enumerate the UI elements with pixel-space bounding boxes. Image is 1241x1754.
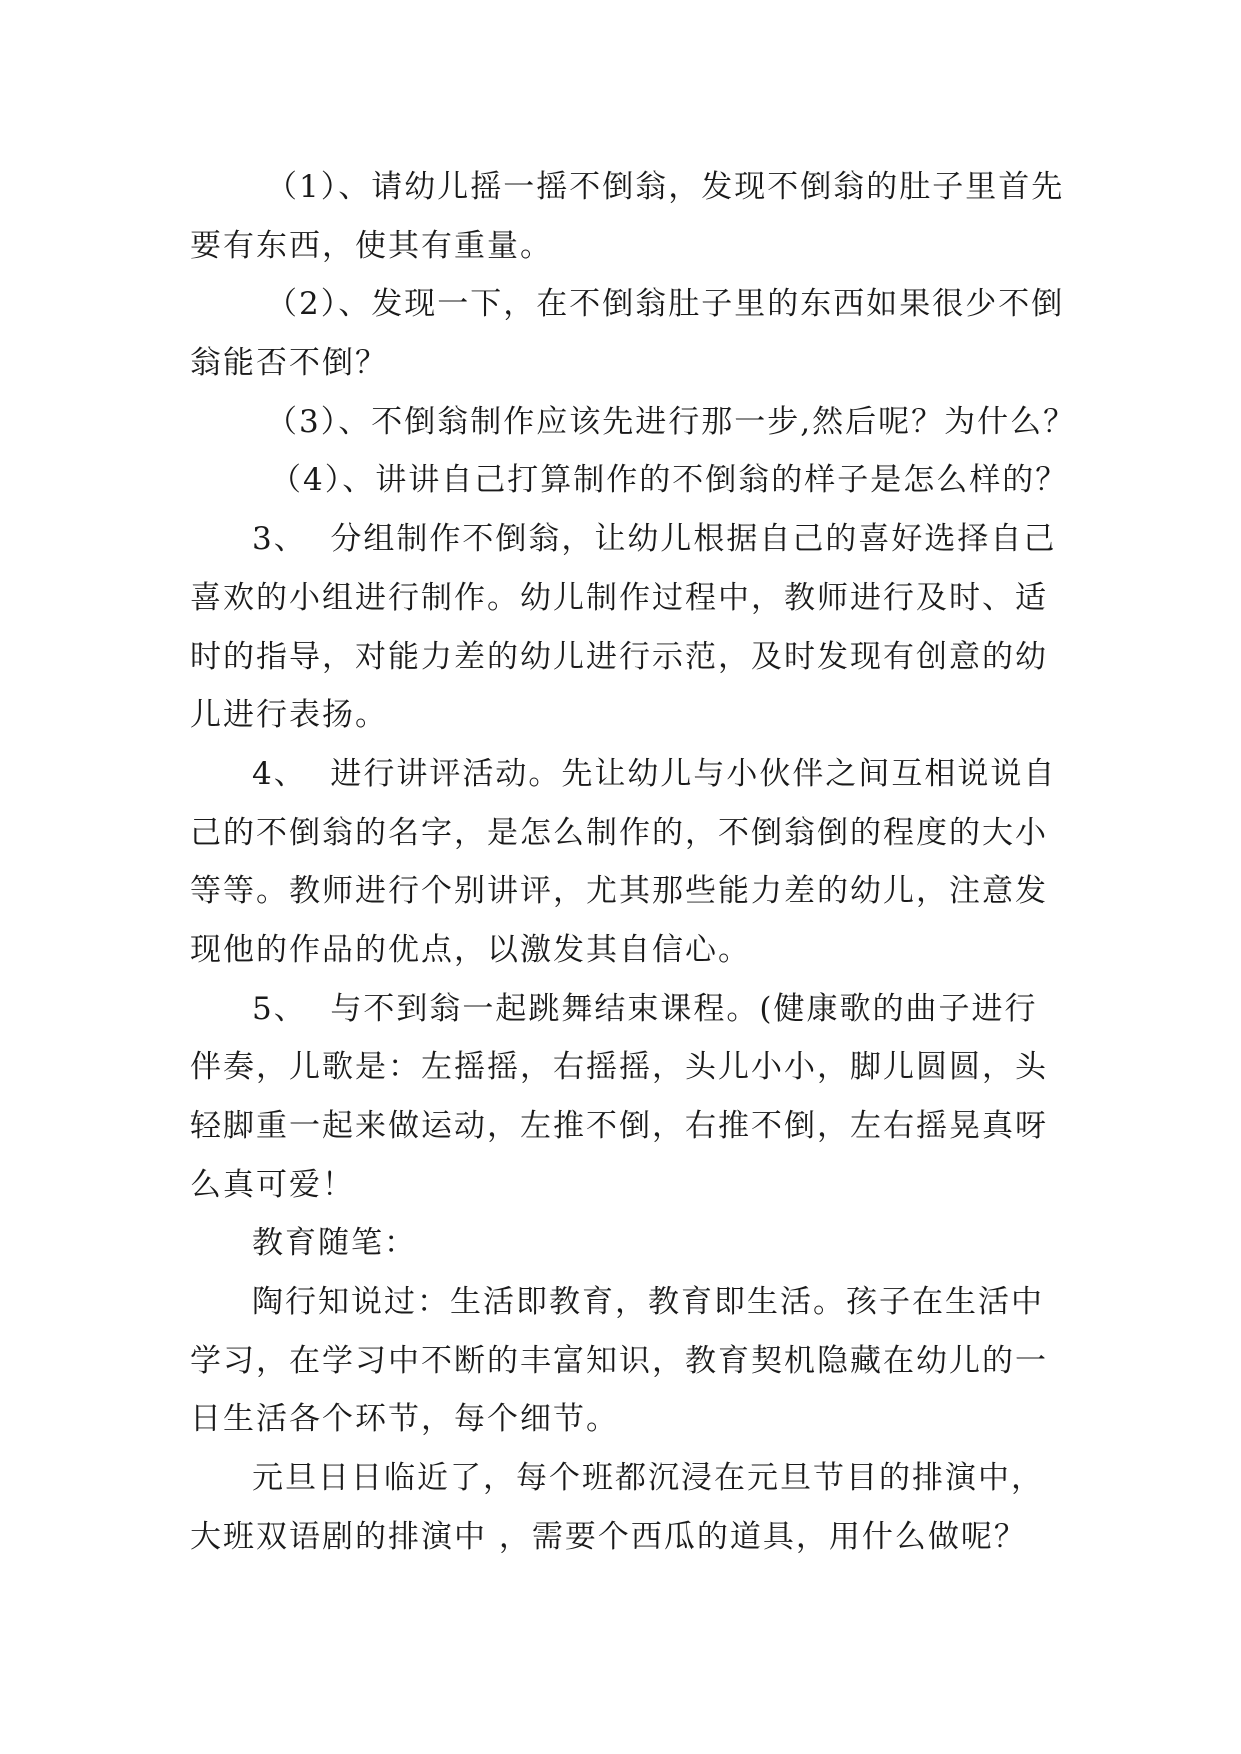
paragraph-line: 学习，在学习中不断的丰富知识，教育契机隐藏在幼儿的一 xyxy=(190,1342,1048,1379)
paragraph-line: 轻脚重一起来做运动，左推不倒，右推不倒，左右摇晃真呀 xyxy=(190,1108,1048,1144)
paragraph-line: 时的指导，对能力差的幼儿进行示范，及时发现有创意的幼 xyxy=(190,638,1048,675)
paragraph-line: （1）、请幼儿摇一摇不倒翁，发现不倒翁的肚子里首先 xyxy=(266,169,1065,205)
paragraph-line: 元旦日日临近了，每个班都沉浸在元旦节目的排演中， xyxy=(252,1460,1044,1497)
paragraph-line: 现他的作品的优点，以激发其自信心。 xyxy=(190,931,751,968)
paragraph-line: 翁能否不倒？ xyxy=(190,345,388,382)
paragraph-line: 3、 分组制作不倒翁，让幼儿根据自己的喜好选择自己 xyxy=(252,521,1057,558)
paragraph-line: 日生活各个环节，每个细节。 xyxy=(190,1401,619,1438)
paragraph-line: 大班双语剧的排演中 ，需要个西瓜的道具，用什么做呢？ xyxy=(190,1518,1027,1555)
paragraph-line: （4）、讲讲自己打算制作的不倒翁的样子是怎么样的？ xyxy=(270,462,1069,499)
paragraph-line: 等等。教师进行个别讲评，尤其那些能力差的幼儿，注意发 xyxy=(190,873,1048,910)
paragraph-line: （3）、不倒翁制作应该先进行那一步,然后呢？为什么？ xyxy=(266,403,1077,440)
paragraph-line: （2）、发现一下，在不倒翁肚子里的东西如果很少不倒 xyxy=(266,286,1065,323)
paragraph-line: 伴奏，儿歌是：左摇摇，右摇摇，头儿小小，脚儿圆圆，头 xyxy=(190,1049,1048,1086)
section-heading: 教育随笔： xyxy=(252,1225,417,1262)
paragraph-line: 喜欢的小组进行制作。幼儿制作过程中，教师进行及时、适 xyxy=(190,579,1048,616)
paragraph-line: 陶行知说过：生活即教育，教育即生活。孩子在生活中 xyxy=(252,1284,1044,1321)
paragraph-line: 儿进行表扬。 xyxy=(190,697,388,734)
paragraph-line: 己的不倒翁的名字，是怎么制作的，不倒翁倒的程度的大小 xyxy=(190,814,1048,851)
paragraph-line: 要有东西，使其有重量。 xyxy=(190,227,553,264)
paragraph-line: 5、 与不到翁一起跳舞结束课程。(健康歌的曲子进行 xyxy=(252,990,1038,1027)
paragraph-line: 么真可爱！ xyxy=(190,1166,355,1203)
document-body xyxy=(190,158,1077,1567)
paragraph-line: 4、 进行讲评活动。先让幼儿与小伙伴之间互相说说自 xyxy=(252,755,1057,792)
